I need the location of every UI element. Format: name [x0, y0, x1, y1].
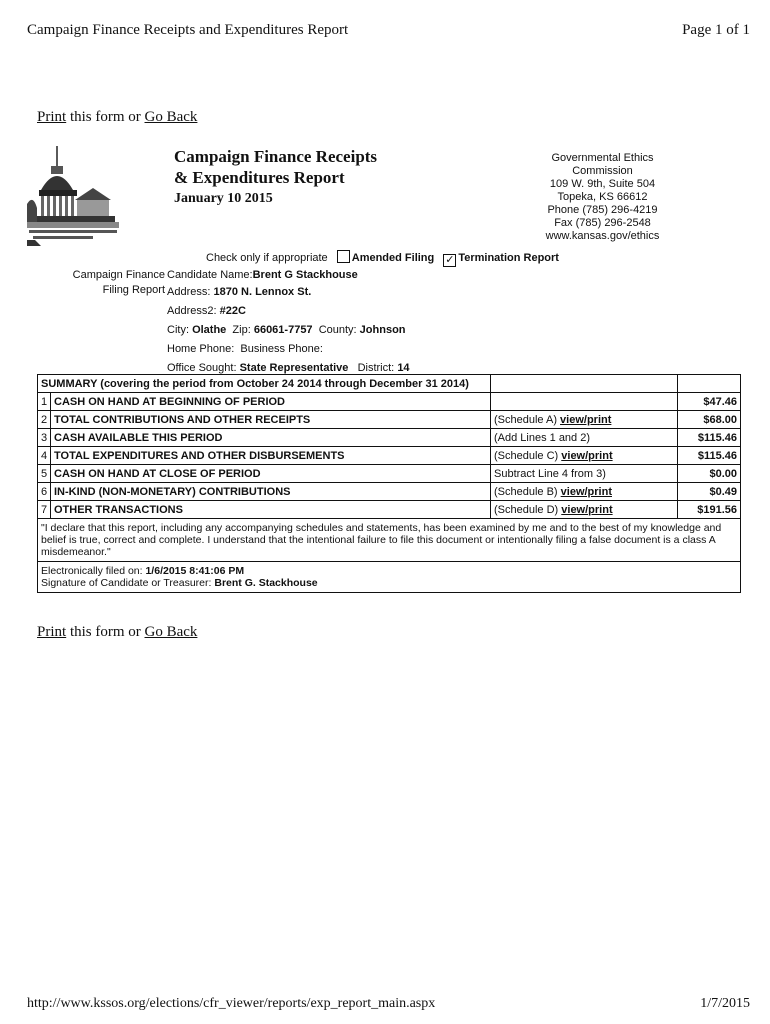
agency-web: www.kansas.gov/ethics	[545, 230, 660, 242]
declaration-text: "I declare that this report, including any accompanying schedules and statements, has been examined by me and to the best of my knowledge and belief is true, correct and complete. I understand that the intentional failure to file this document or intentionally filing a false document is a class A misdemeanor."	[38, 519, 741, 562]
district-label: District:	[357, 362, 395, 374]
summary-heading-empty	[491, 375, 678, 393]
filed-label: Electronically filed on:	[41, 565, 146, 577]
agency-street: 109 W. 9th, Suite 504	[549, 178, 656, 190]
print-link[interactable]: Print	[37, 109, 67, 125]
address2-row	[167, 302, 410, 321]
line-amount: $191.56	[678, 501, 741, 519]
line-source	[491, 429, 678, 447]
line-source	[491, 447, 678, 465]
report-title-line1: Campaign Finance Receipts	[174, 147, 378, 166]
go-back-link[interactable]: Go Back	[144, 109, 198, 125]
line-number: 5	[38, 465, 51, 483]
footer-date: 1/7/2015	[700, 996, 750, 1011]
schedule-label: (Add Lines 1 and 2)	[494, 431, 591, 444]
city-row	[167, 321, 410, 340]
report-date: January 10 2015	[174, 191, 273, 206]
signature-row	[38, 562, 741, 593]
line-amount: $47.46	[678, 393, 741, 411]
line-label: TOTAL EXPENDITURES AND OTHER DISBURSEMENTS	[51, 447, 491, 465]
city-label: City:	[167, 324, 189, 336]
page-header-title: Campaign Finance Receipts and Expenditures Report	[27, 22, 349, 38]
line-number: 6	[38, 483, 51, 501]
address-label: Address:	[167, 286, 211, 298]
address-row	[167, 283, 410, 302]
line-amount: $0.00	[678, 465, 741, 483]
line-source	[491, 465, 678, 483]
signature-label: Signature of Candidate or Treasurer:	[41, 577, 215, 589]
amended-filing-label: Amended Filing	[351, 252, 435, 264]
view-print-link[interactable]: view/print	[560, 485, 612, 498]
view-print-link[interactable]: view/print	[560, 413, 612, 426]
line-label: OTHER TRANSACTIONS	[51, 501, 491, 519]
agency-name: Governmental Ethics Commission	[551, 152, 654, 177]
nav-top	[37, 109, 197, 126]
line-source	[491, 393, 678, 411]
city-value: Olathe	[192, 324, 227, 336]
summary-row	[38, 465, 741, 483]
go-back-link[interactable]: Go Back	[144, 624, 198, 640]
candidate-info	[167, 268, 410, 378]
signature-value: Brent G. Stackhouse	[214, 577, 318, 589]
capitol-seal-icon	[27, 144, 119, 246]
summary-table	[37, 374, 741, 593]
signature	[41, 577, 737, 589]
line-label: CASH AVAILABLE THIS PERIOD	[51, 429, 491, 447]
line-number: 2	[38, 411, 51, 429]
agency-city: Topeka, KS 66612	[557, 191, 648, 203]
line-source	[491, 501, 678, 519]
office-value: State Representative	[239, 362, 349, 374]
nav-text: this form or	[66, 624, 145, 640]
filing-signature	[38, 562, 741, 593]
nav-bottom	[37, 624, 197, 641]
line-number: 3	[38, 429, 51, 447]
check-prompt: Check only if appropriate	[206, 252, 328, 264]
filed-on	[41, 565, 737, 577]
view-print-link[interactable]: view/print	[561, 503, 613, 516]
line-amount: $0.49	[678, 483, 741, 501]
filing-label-line1: Campaign Finance	[72, 269, 165, 281]
address2-label: Address2:	[167, 305, 217, 317]
summary-row	[38, 411, 741, 429]
schedule-label: (Schedule C)	[494, 449, 562, 462]
district-value: 14	[397, 362, 410, 374]
view-print-link[interactable]: view/print	[561, 449, 613, 462]
candidate-name-label: Candidate Name:	[167, 269, 253, 281]
schedule-label: Subtract Line 4 from 3)	[494, 467, 606, 480]
zip-value: 66061-7757	[253, 324, 313, 336]
nav-text: this form or	[66, 109, 145, 125]
office-label: Office Sought:	[167, 362, 237, 374]
amended-filing-checkbox[interactable]	[337, 250, 350, 263]
filing-label-line2: Filing Report	[102, 284, 165, 296]
declaration-row	[38, 519, 741, 562]
agency-fax: Fax (785) 296-2548	[554, 217, 651, 229]
line-label: CASH ON HAND AT CLOSE OF PERIOD	[51, 465, 491, 483]
report-title	[174, 146, 377, 209]
line-label: CASH ON HAND AT BEGINNING OF PERIOD	[51, 393, 491, 411]
line-amount: $115.46	[678, 447, 741, 465]
filing-type-checks	[206, 250, 559, 267]
county-value: Johnson	[359, 324, 406, 336]
summary-row	[38, 447, 741, 465]
line-number: 7	[38, 501, 51, 519]
business-phone-label: Business Phone:	[240, 343, 323, 355]
filing-report-label	[70, 268, 165, 298]
candidate-name: Brent G Stackhouse	[252, 269, 358, 281]
summary-heading: SUMMARY (covering the period from October 24 2014 through December 31 2014)	[38, 375, 491, 393]
footer-url: http://www.kssos.org/elections/cfr_viewer/reports/exp_report_main.aspx	[27, 996, 436, 1011]
summary-row	[38, 393, 741, 411]
report-title-line2: & Expenditures Report	[174, 168, 345, 187]
summary-heading-empty	[678, 375, 741, 393]
line-number: 1	[38, 393, 51, 411]
agency-address	[520, 152, 685, 243]
summary-row	[38, 501, 741, 519]
address-value: 1870 N. Lennox St.	[213, 286, 312, 298]
line-source	[491, 483, 678, 501]
line-amount: $68.00	[678, 411, 741, 429]
print-link[interactable]: Print	[37, 624, 67, 640]
summary-row	[38, 483, 741, 501]
line-amount: $115.46	[678, 429, 741, 447]
termination-report-checkbox[interactable]: ✓	[445, 254, 455, 266]
phone-row	[167, 340, 410, 359]
page-number: Page 1 of 1	[682, 22, 750, 38]
line-label: IN-KIND (NON-MONETARY) CONTRIBUTIONS	[51, 483, 491, 501]
filed-value: 1/6/2015 8:41:06 PM	[145, 565, 245, 577]
address2-value: #22C	[219, 305, 246, 317]
zip-label: Zip:	[232, 324, 251, 336]
line-label: TOTAL CONTRIBUTIONS AND OTHER RECEIPTS	[51, 411, 491, 429]
summary-heading-row	[38, 375, 741, 393]
line-source	[491, 411, 678, 429]
schedule-label: (Schedule D)	[494, 503, 562, 516]
candidate-name-row	[167, 268, 410, 283]
agency-phone: Phone (785) 296-4219	[547, 204, 658, 216]
county-label: County:	[318, 324, 357, 336]
schedule-label: (Schedule B)	[494, 485, 561, 498]
home-phone-label: Home Phone:	[167, 343, 235, 355]
line-number: 4	[38, 447, 51, 465]
termination-report-label: Termination Report	[458, 252, 559, 264]
summary-row	[38, 429, 741, 447]
schedule-label: (Schedule A)	[494, 413, 561, 426]
